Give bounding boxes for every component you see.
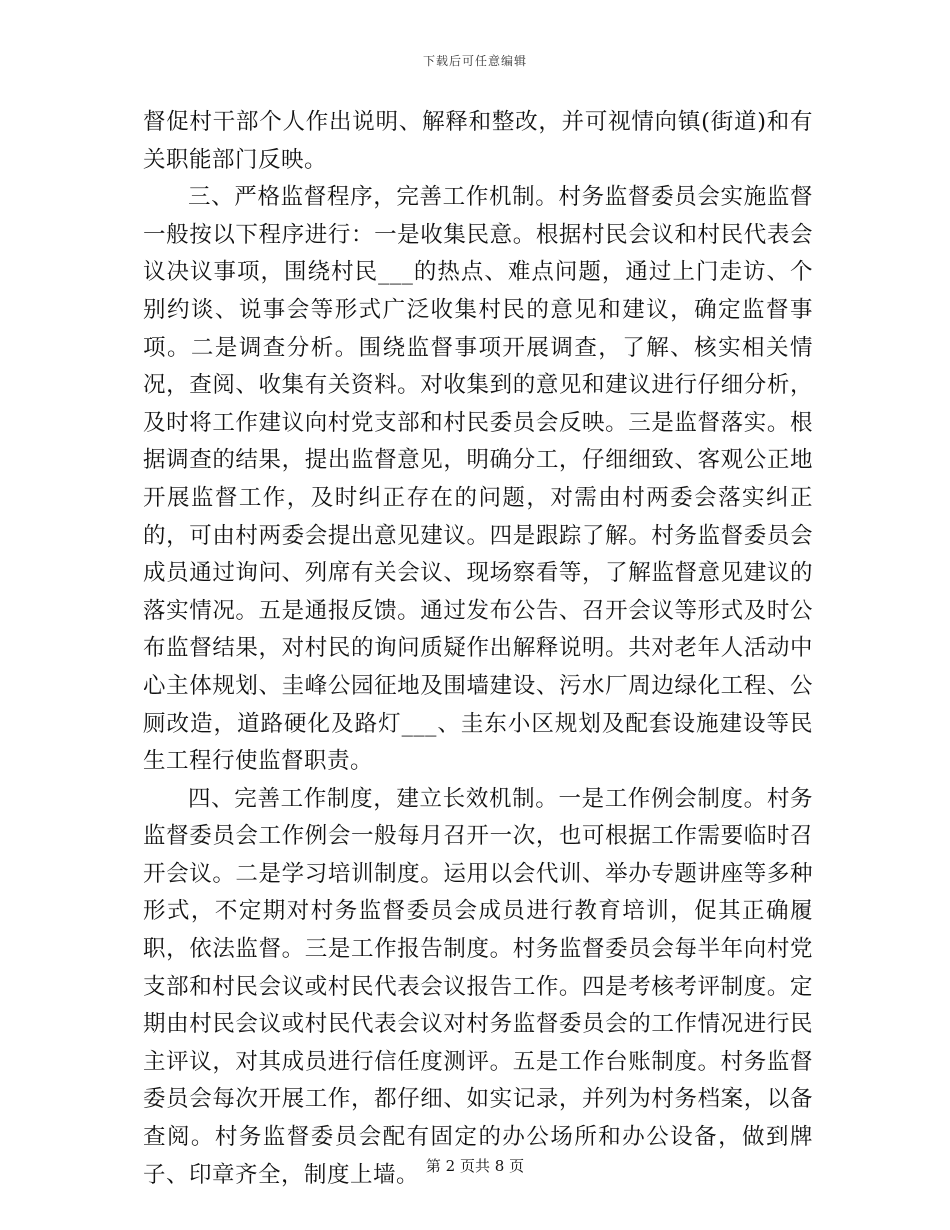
page-number: 第 2 页共 8 页 [425, 1157, 525, 1175]
document-body [143, 104, 813, 1194]
page-header: 下载后可任意编辑 [422, 54, 527, 68]
paragraph-section-three: 三、严格监督程序，完善工作机制。村务监督委员会实施监督一般按以下程序进行：一是收集民意。根据村民会议和村民代表会议决议事项，围绕村民___的热点、难点问题，通过上门走访、个别约谈、说事会等形式广泛收集村民的意见和建议，确定监督事项。二是调查分析。围绕监督事项开展调查，了解、核实相关情况，查阅、收集有关资料。对收集到的意见和建议进行仔细分析，及时将工作建议向村党支部和村民委员会反映。三是监督落实。根据调查的结果，提出监督意见，明确分工，仔细细致、客观公正地开展监督工作，及时纠正存在的问题，对需由村两委会落实纠正的，可由村两委会提出意见建议。四是跟踪了解。村务监督委员会成员通过询问、列席有关会议、现场察看等，了解监督意见建议的落实情况。五是通报反馈。通过发布公告、召开会议等形式及时公布监督结果，对村民的询问质疑作出解释说明。共对老年人活动中心主体规划、圭峰公园征地及围墙建设、污水厂周边绿化工程、公厕改造，道路硬化及路灯___、圭东小区规划及配套设施建设等民生工程行使监督职责。 [143, 184, 813, 775]
paragraph-section-four: 四、完善工作制度，建立长效机制。一是工作例会制度。村务监督委员会工作例会一般每月召开一次，也可根据工作需要临时召开会议。二是学习培训制度。运用以会代训、举办专题讲座等多种形式，不定期对村务监督委员会成员进行教育培训，促其正确履职，依法监督。三是工作报告制度。村务监督委员会每半年向村党支部和村民会议或村民代表会议报告工作。四是考核考评制度。定期由村民会议或村民代表会议对村务监督委员会的工作情况进行民主评议，对其成员进行信任度测评。五是工作台账制度。村务监督委员会每次开展工作，都仔细、如实记录，并列为村务档案，以备查阅。村务监督委员会配有固定的办公场所和办公设备，做到牌子、印章齐全，制度上墙。 [143, 785, 813, 1188]
paragraph-continuation: 督促村干部个人作出说明、解释和整改，并可视情向镇(街道)和有关职能部门反映。 [143, 109, 813, 173]
